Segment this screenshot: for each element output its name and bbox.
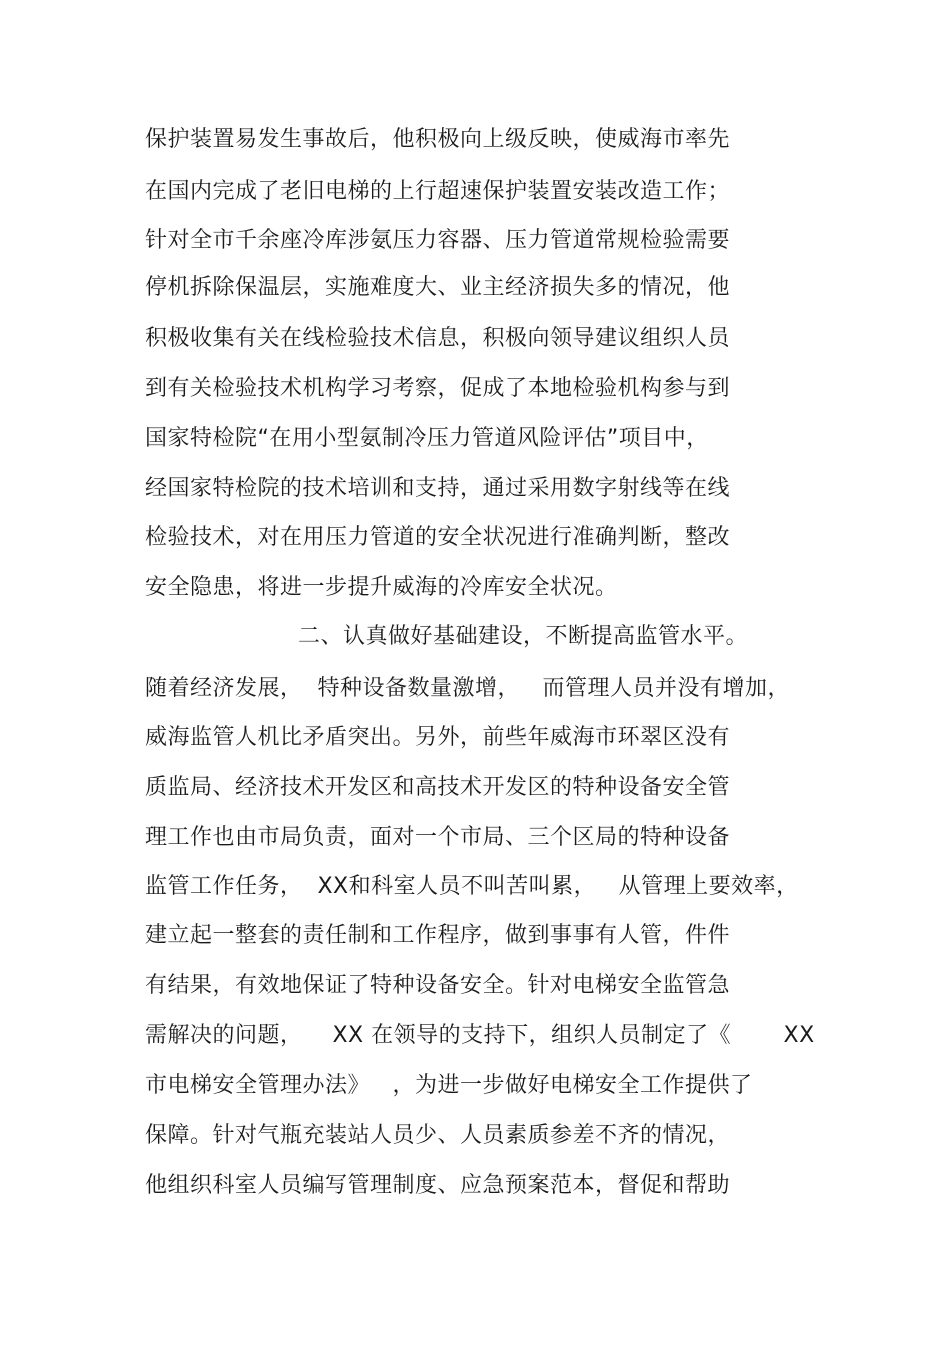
body-text-line: 威海监管人机比矛盾突出。另外，前些年威海市环翠区没有 — [145, 725, 731, 750]
body-text-line: 安全隐患，将进一步提升威海的冷库安全状况。 — [145, 575, 618, 600]
body-text-line: 在国内完成了老旧电梯的上行超速保护装置安装改造工作； — [145, 179, 731, 204]
body-text-line: 理工作也由市局负责，面对一个市局、三个区局的特种设备 — [145, 825, 731, 850]
body-text-line: 市电梯安全管理办法》 ，为进一步做好电梯安全工作提供了 — [145, 1073, 753, 1098]
body-text-line: 他组织科室人员编写管理制度、应急预案范本，督促和帮助 — [145, 1173, 731, 1198]
body-text-line: 停机拆除保温层，实施难度大、业主经济损失多的情况，他 — [145, 275, 731, 300]
body-text-line: 保护装置易发生事故后，他积极向上级反映，使威海市率先 — [145, 127, 731, 152]
body-text-line: 国家特检院“在用小型氨制冷压力管道风险评估”项目中， — [145, 426, 709, 451]
body-text-line: 检验技术，对在用压力管道的安全状况进行准确判断，整改 — [145, 525, 731, 550]
section-heading: 二、认真做好基础建设，不断提高监管水平。 — [298, 624, 749, 649]
body-text-line: 质监局、经济技术开发区和高技术开发区的特种设备安全管 — [145, 775, 731, 800]
body-text-line: 积极收集有关在线检验技术信息，积极向领导建议组织人员 — [145, 326, 731, 351]
body-text-line: 经国家特检院的技术培训和支持，通过采用数字射线等在线 — [145, 476, 731, 501]
body-text-line: 建立起一整套的责任制和工作程序，做到事事有人管，件件 — [145, 923, 731, 948]
body-text-line: 需解决的问题， XX 在领导的支持下，组织人员制定了《 XX — [145, 1023, 815, 1048]
body-text-line: 保障。针对气瓶充装站人员少、人员素质参差不齐的情况， — [145, 1123, 731, 1148]
body-text-line: 随着经济发展， 特种设备数量激增， 而管理人员并没有增加， — [145, 676, 790, 701]
body-text-line: 有结果，有效地保证了特种设备安全。针对电梯安全监管急 — [145, 973, 731, 998]
body-text-line: 到有关检验技术机构学习考察，促成了本地检验机构参与到 — [145, 376, 731, 401]
body-text-line: 监管工作任务， XX和科室人员不叫苦叫累， 从管理上要效率， — [145, 874, 799, 899]
body-text-line: 针对全市千余座冷库涉氨压力容器、压力管道常规检验需要 — [145, 228, 731, 253]
